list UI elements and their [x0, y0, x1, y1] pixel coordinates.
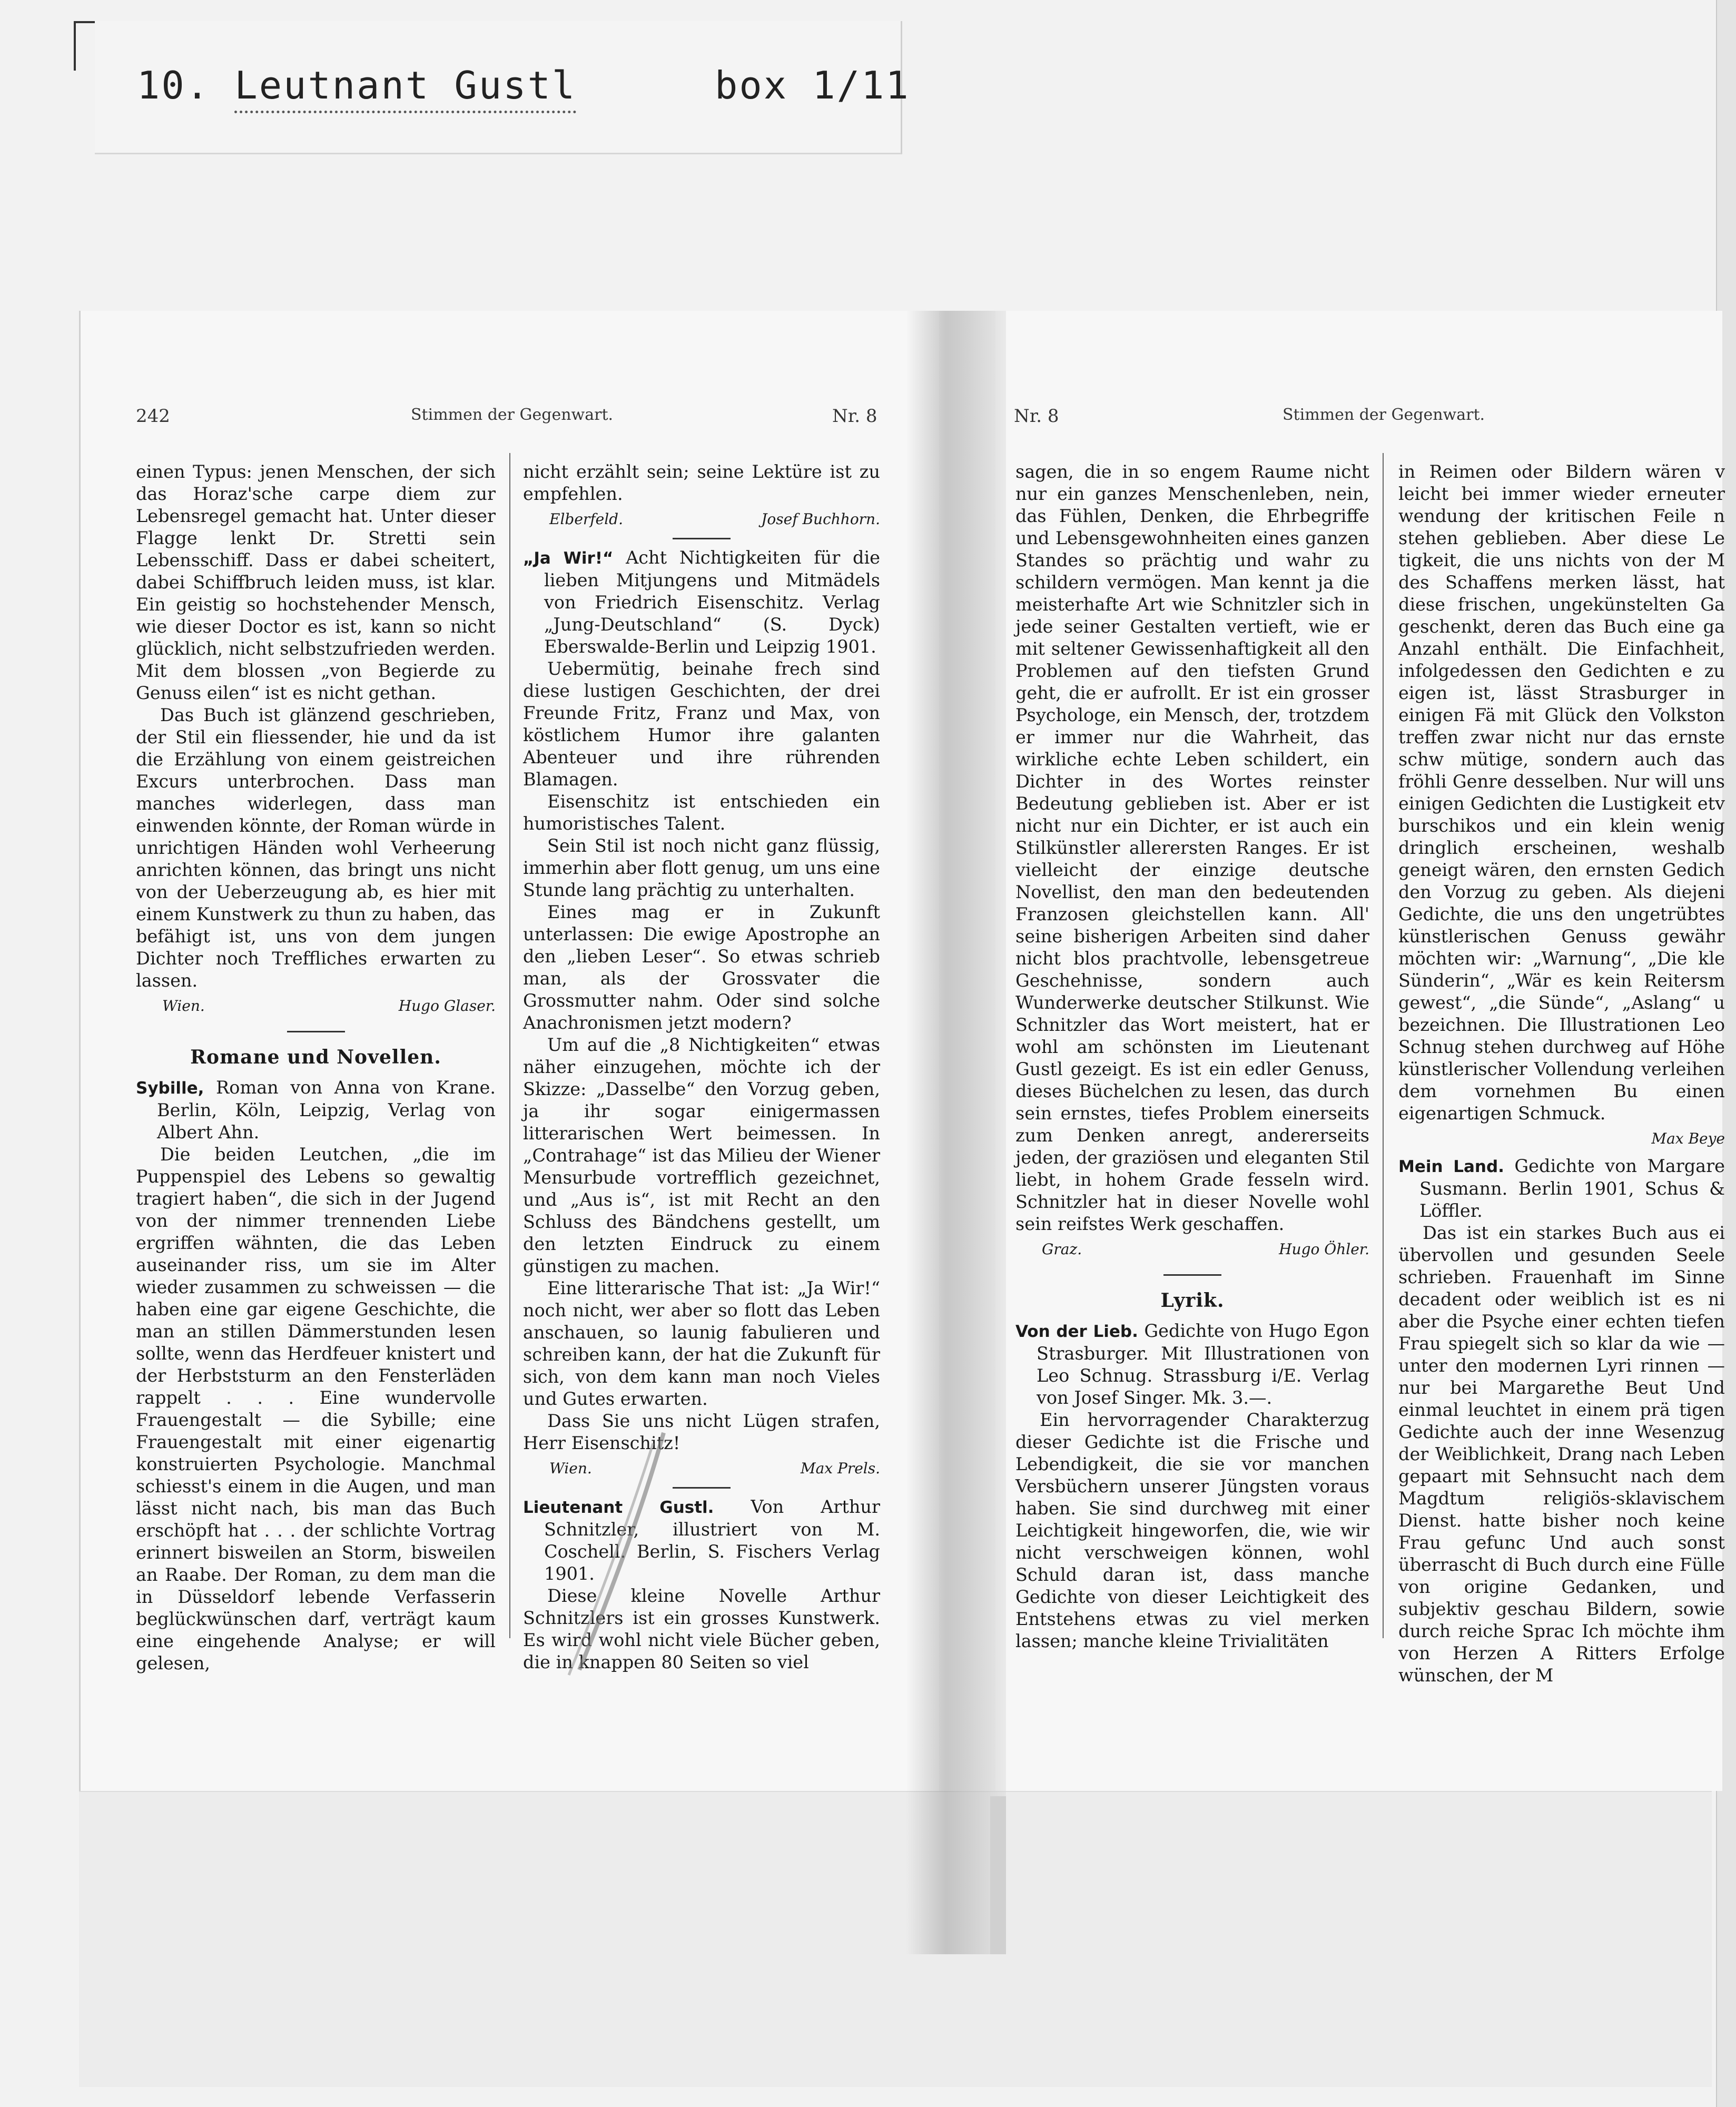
paragraph: Ein hervorragender Charakterzug dieser Gedichte ist die Frische und Lebendigkeit, die sie vor manchen Versbüchern unserer Jüngsten voraus haben. Sie sind durchweg mit einer Leichtigkeit hingeworfen, die, wie wir nicht verschweigen können, wohl Schuld daran ist, dass manche Gedichte von dieser Leichtigkeit des Entstehens etwas zu viel merken lassen; manche kleine Trivialitäten	[1015, 1410, 1369, 1651]
right-running-title: Stimmen der Gegenwart.	[1283, 406, 1485, 424]
signature: Graz. Hugo Öhler.	[1042, 1240, 1369, 1258]
paragraph: Um auf die „8 Nichtigkeiten“ etwas näher einzugehen, möchte ich der Skizze: „Dasselbe“ den Vorzug geben, ja ihr sogar einigermassen litterarischen Wert beimessen. In „Contrahage“ ist das Milieu der Wiener Mensurbude vortrefflich gezeichnet, und „Aus is“, ist mit Recht an den Schluss des Bändchens gestellt, um den letzten Eindruck zu einem günstigen zu machen.	[523, 1035, 880, 1276]
column-1	[136, 461, 496, 1683]
pencil-mark	[558, 1422, 674, 1686]
paragraph: Das ist ein starkes Buch aus ei übervollen und gesunden Seele schrieben. Frauenhaft im Sinne decadent oder weiblich ist es ni aber die Psyche einer echten tiefen Frau spiegelt sich so klar da wie — unter den modernen Lyri rinnen — nur bei Margarethe Beut Und einmal leuchtet in einem prä tigen Gedichte auch der inne Wesenzug der Weiblichkeit, Drang nach Leben gepaart mit Sehnsucht nach dem Magdtum religiös-sklavischem Dienst. hatte bisher noch keine Frau gefunc Und auch sonst überrascht di Buch durch eine Fülle von origine Gedanken, und subjektiv geschau Bildern, sowie durch reiche Sprac Ich möchte ihm von Herzen A Ritters Erfolge wünschen, der M	[1398, 1223, 1725, 1686]
review-entry-heading: Lieutenant Gustl. Von Arthur Schnitzler, illustriert von M. Coschell. Berlin, S. Fischers Verlag 1901.	[523, 1496, 880, 1584]
separator-rule	[287, 1031, 345, 1032]
paragraph: Dass Sie uns nicht Lügen strafen, Herr Eisenschitz!	[523, 1411, 880, 1453]
folder-title: Leutnant Gustl	[234, 63, 576, 113]
paragraph: einen Typus: jenen Menschen, der sich das Horaz'sche carpe diem zur Lebensregel gemacht hat. Unter dieser Flagge lenkt Dr. Stretti sein Lebensschiff. Dass er dabei scheitert, dabei Schiffbruch leiden muss, ist klar. Ein geistig so hochstehender Mensch, wie dieser Doctor es ist, kann so nicht glücklich, nicht selbstzufrieden werden. Mit dem blossen „von Begierde zu Genuss eilen“ ist es nicht gethan.	[136, 461, 496, 703]
paragraph: Die beiden Leutchen, „die im Puppenspiel des Lebens so gewaltig tragiert haben“, die sich in der Jugend von der nimmer trennenden Liebe ergriffen wähnten, die das Leben auseinander riss, um sie im Alter wieder zusammen zu schweissen — die haben eine gar eigene Geschichte, die man an stillen Dämmerstunden lesen sollte, wenn das Herdfeuer knistert und der Herbststurm an den Fensterläden rappelt . . . Eine wundervolle Frauengestalt — die Sybille; eine Frauengestalt mit einer eigenartig konstruierten Psychologie. Manchmal schiesst's einem in die Augen, und man lässt nicht nach, bis man das Buch erschöpft hat . . . der schlichte Vortrag erinnert bisweilen an Storm, bisweilen an Raabe. Der Roman, zu dem man die in Düsseldorf lebende Verfasserin beglückwünschen darf, verträgt kaum eine eingehende Analyse; er will gelesen,	[136, 1144, 496, 1673]
right-issue-number: Nr. 8	[1014, 406, 1059, 427]
section-heading: Romane und Novellen.	[190, 1046, 441, 1068]
mount-board	[79, 1791, 1712, 2087]
folder-number: 10.	[137, 63, 211, 107]
paragraph: Eisenschitz ist entschieden ein humoristisches Talent.	[523, 791, 880, 834]
paragraph: Sein Stil ist noch nicht ganz flüssig, immerhin aber flott genug, um uns eine Stunde lang prächtig zu unterhalten.	[523, 835, 880, 900]
column-4	[1398, 461, 1725, 1686]
column-rule	[509, 453, 510, 1638]
paragraph: in Reimen oder Bildern wären v leicht bei immer wieder erneuter wendung der kritischen Feile n stehen geblieben. Aber diese Le tigkeit, die uns nichts von der M des Schaffens merken lässt, hat diese frischen, ungekünstelten Ga geschenkt, deren das Buch eine ga Anzahl enthält. Die Einfachheit, infolgedessen den Gedichten e zu eigen ist, lässt Strasburger in einigen Fä mit Glück den Volkston treffen zwar nicht nur das ernste schw mütige, sondern auch das fröhli Genre desselben. Nur will uns einigen Gedichten die Lustigkeit etv burschikos und ein klein wenig dringlich erscheinen, weshalb geneigt wären, den ernsten Gedich den Vorzug zu geben. Als diejeni Gedichte, die uns den ungetrübtes künstlerischen Genuss gewähr möchten wir: „Warnung“, „Die kle Sünderin“, „Wär es kein Reitersm gewest“, „die Sünde“, „Aslang“ u bezeichnen. Die Illustrationen Leo Schnug stehen durchweg auf Höhe künstlerischer Vollendung verleihen dem vornehmen Bu einen eigenartigen Schmuck.	[1398, 461, 1725, 1124]
separator-rule	[673, 538, 731, 539]
section-heading: Lyrik.	[1160, 1289, 1225, 1312]
review-entry-heading: Mein Land. Gedichte von Margare Susmann. Berlin 1901, Schus & Löffler.	[1398, 1156, 1725, 1221]
page-fold-shadow	[906, 311, 1006, 1954]
paragraph: nicht erzählt sein; seine Lektüre ist zu empfehlen.	[523, 461, 880, 504]
signature: Wien. Hugo Glaser.	[162, 997, 496, 1015]
paragraph: Das Buch ist glänzend geschrieben, der Stil ein fliessender, hie und da ist die Erzählung von einem geistreichen Excurs unterbrochen. Dass man manches widerlegen, dass man einwenden könnte, der Roman würde in unrichtigen Händen wohl Verheerung anrichten können, das bringt uns nicht von der Ueberzeugung ab, es hier mit einem Kunstwerk zu thun zu haben, das befähigt ist, uns von dem jungen Dichter noch Treffliches erwarten zu lassen.	[136, 705, 496, 991]
signature: Wien. Max Prels.	[549, 1460, 880, 1477]
paragraph: sagen, die in so engem Raume nicht nur ein ganzes Menschenleben, nein, das Fühlen, Denken, die Ehrbegriffe und Lebensgewohnheiten eines ganzen Standes so prächtig und wahr zu schildern vermögen. Man kennt ja die meisterhafte Art wie Schnitzler sich in jede seiner Gestalten vertieft, wie er mit seltener Gewissenhaftigkeit all den Problemen auf den tiefsten Grund geht, die er aufrollt. Er ist ein grosser Psychologe, ein Mensch, der, trotzdem er immer nur die Wahrheit, das wirkliche echte Leben schildert, ein Dichter in des Wortes reinster Bedeutung geblieben ist. Aber er ist nicht nur ein Dichter, er ist auch ein Stilkünstler allerersten Ranges. Er ist vielleicht der einzige deutsche Novellist, den man den bedeutenden Franzosen gleichstellen kann. All' seine bisherigen Arbeiten sind daher nicht blos prachtvolle, lebensgetreue Geschehnisse, sondern auch Wunderwerke deutscher Stilkunst. Wie Schnitzler das Wort meistert, hat er wohl am schönsten im Lieutenant Gustl gezeigt. Es ist ein edler Genuss, dieses Büchelchen zu lesen, das durch sein ernstes, tiefes Problem einerseits zum Denken anregt, andererseits jeden, der graziösen und eleganten Stil liebt, in hohem Grade fesseln wird. Schnitzler hat in dieser Novelle wohl sein reifstes Werk geschaffen.	[1015, 461, 1369, 1234]
separator-rule	[1163, 1274, 1221, 1276]
review-entry-heading: Sybille, Roman von Anna von Krane. Berlin, Köln, Leipzig, Verlag von Albert Ahn.	[136, 1077, 496, 1143]
separator-rule	[673, 1487, 731, 1489]
paragraph: Eines mag er in Zukunft unterlassen: Die ewige Apostrophe an den „lieben Leser“. So etwas schrieb man, als der Grossvater die Grossmutter nahm. Oder sind solche Anachronismen jetzt modern?	[523, 902, 880, 1033]
folder-label	[137, 63, 910, 107]
review-entry-heading: Von der Lieb. Gedichte von Hugo Egon Strasburger. Mit Illustrationen von Leo Schnug. Strassburg i/E. Verlag von Josef Singer. Mk. 3.—.	[1015, 1321, 1369, 1408]
paragraph: Diese kleine Novelle Arthur Schnitzlers ist ein grosses Kunstwerk. Es wird wohl nicht viele Bücher geben, die in knappen 80 Seiten so viel	[523, 1586, 880, 1672]
paragraph: Uebermütig, beinahe frech sind diese lustigen Geschichten, der drei Freunde Fritz, Franz und Max, von köstlichem Humor ihre galanten Abenteuer und ihre rührenden Blamagen.	[523, 658, 880, 790]
column-rule	[1383, 453, 1384, 1638]
review-entry-heading: „Ja Wir!“ Acht Nichtigkeiten für die lieben Mitjungens und Mitmädels von Friedrich Eisenschitz. Verlag „Jung-Deutschland“ (S. Dyck) Eberswalde-Berlin und Leipzig 1901.	[523, 547, 880, 657]
paragraph: Eine litterarische That ist: „Ja Wir!“ noch nicht, wer aber so flott das Leben anschauen, so launig fabulieren und schreiben kann, der hat die Zukunft für sich, von dem kann man noch Vieles und Gutes erwarten.	[523, 1278, 880, 1409]
column-3	[1015, 461, 1369, 1651]
left-issue-number: Nr. 8	[832, 406, 877, 427]
signature: Elberfeld. Josef Buchhorn.	[549, 510, 880, 528]
left-running-title: Stimmen der Gegenwart.	[411, 406, 614, 424]
folder-box: box 1/11	[715, 63, 910, 107]
left-page-number: 242	[136, 406, 170, 427]
signature: Max Beye	[1651, 1130, 1725, 1147]
fold-shadow-bottom	[990, 1796, 1006, 1954]
